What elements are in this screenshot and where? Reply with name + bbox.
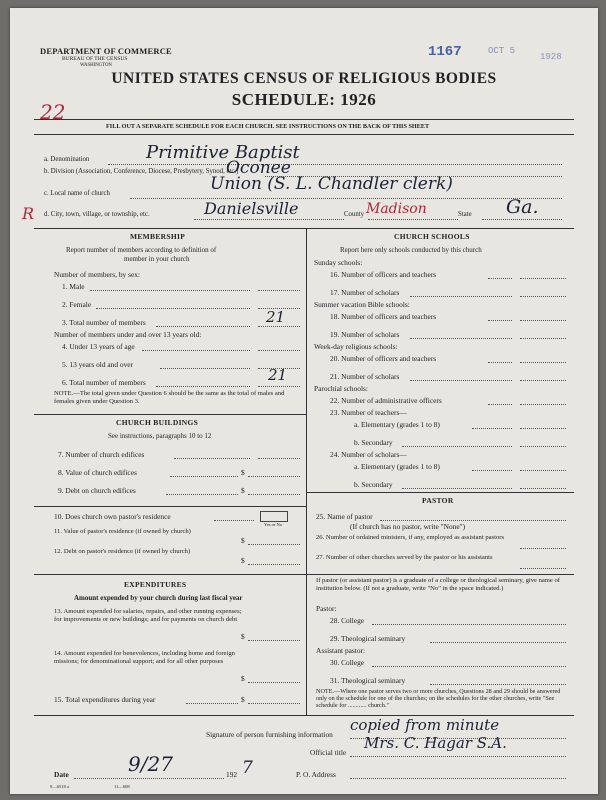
q23-label: 23. Number of teachers—	[330, 408, 407, 417]
q30-label: 30. College	[330, 658, 365, 667]
q27-label: 27. Number of other churches served by the pastor or his assistants	[316, 554, 493, 561]
summer-label: Summer vacation Bible schools:	[314, 300, 410, 309]
q14-dollar: $	[241, 674, 245, 683]
assistant-label: Assistant pastor:	[316, 646, 366, 655]
buildings-sub: See instructions, paragraphs 10 to 12	[108, 432, 212, 440]
q25-note: (If church has no pastor, write "None")	[350, 522, 466, 531]
q10-label: 10. Does church own pastor's residence	[54, 512, 171, 521]
year-value: 7	[242, 758, 253, 778]
bureau-label: BUREAU OF THE CENSUS	[62, 56, 128, 62]
q17-label: 17. Number of scholars	[330, 288, 400, 297]
pastor-sub-label: Pastor:	[316, 604, 337, 613]
date-label: Date	[54, 770, 69, 779]
denomination-value: Primitive Baptist	[146, 142, 300, 163]
q1-label: 1. Male	[62, 282, 85, 291]
schedule-year: SCHEDULE: 1926	[231, 90, 377, 109]
signature-value: copied from minute	[350, 716, 500, 734]
q6-value: 21	[268, 366, 288, 384]
county-label: County	[344, 211, 365, 218]
q19-label: 19. Number of scholars	[330, 330, 400, 339]
form-title: UNITED STATES CENSUS OF RELIGIOUS BODIES	[111, 70, 497, 87]
weekday-label: Week-day religious schools:	[314, 342, 398, 351]
q2-label: 2. Female	[62, 300, 92, 309]
sunday-label: Sunday schools:	[314, 258, 363, 267]
official-title-value: Mrs. C. Hagar S.A.	[364, 734, 507, 752]
expenditures-sub: Amount expended by your church during last fiscal year	[74, 594, 243, 602]
q11-label: 11. Value of pastor's residence (if owned by church)	[54, 528, 191, 535]
church-name-value: Union (S. L. Chandler clerk)	[210, 174, 453, 194]
q14-label: 14. Amount expended for benevolences, including home and foreign missions; for denominational support; and for all other purposes	[54, 650, 235, 665]
city-value: Danielsville	[204, 199, 299, 218]
city-label: WASHINGTON	[80, 63, 112, 68]
q25-label: 25. Name of pastor	[316, 512, 373, 521]
official-title-label: Official title	[310, 748, 347, 757]
q24a-label: a. Elementary (grades 1 to 8)	[354, 462, 440, 471]
q24b-label: b. Secondary	[354, 480, 393, 489]
q20-label: 20. Number of officers and teachers	[330, 354, 437, 363]
q26-label: 26. Number of ordained ministers, if any, employed as assistant pastors	[316, 534, 505, 541]
q23a-label: a. Elementary (grades 1 to 8)	[354, 420, 440, 429]
q21-label: 21. Number of scholars	[330, 372, 400, 381]
label-b: b. Division (Association, Conference, Diocese, Presbytery, Synod, etc.)	[44, 168, 239, 175]
schools-heading: CHURCH SCHOOLS	[394, 232, 470, 241]
q23b-label: b. Secondary	[354, 438, 393, 447]
membership-sub1: Report number of members according to definition of	[66, 246, 217, 254]
stamp-year: 1928	[540, 52, 562, 62]
red-mark: R	[22, 204, 35, 223]
q29-label: 29. Theological seminary	[330, 634, 406, 643]
label-c: c. Local name of church	[44, 190, 110, 197]
label-a: a. Denomination	[44, 156, 90, 163]
graduate-note: If pastor (or assistant pastor) is a graduate of a college or theological seminary, give name of institution below. (If not a graduate, write "No" in the space indicated.)	[316, 577, 561, 592]
q3-label: 3. Total number of members	[62, 318, 146, 327]
label-d: d. City, town, village, or township, etc.	[44, 211, 150, 218]
q12-label: 12. Debt on pastor's residence (if owned by church)	[54, 548, 191, 555]
census-schedule-page	[10, 8, 598, 794]
q5-label: 5. 13 years old and over	[62, 360, 134, 369]
year-prefix: 192	[226, 770, 238, 779]
q18-label: 18. Number of officers and teachers	[330, 312, 437, 321]
division-value: Oconee	[226, 158, 291, 178]
date-value: 9/27	[128, 752, 173, 776]
yes-no-label: Yes or No	[264, 522, 283, 527]
stamp-number: 1167	[428, 44, 462, 60]
signature-label: Signature of person furnishing information	[206, 730, 333, 739]
po-address-label: P. O. Address	[296, 770, 336, 779]
buildings-heading: CHURCH BUILDINGS	[116, 418, 199, 427]
q16-label: 16. Number of officers and teachers	[330, 270, 437, 279]
q13-label: 13. Amount expended for salaries, repairs, and other running expenses; for improvements or new buildings; and for payments on church debt	[54, 608, 242, 623]
form-number-2: 11—608	[114, 784, 130, 789]
q6-label: 6. Total number of members	[62, 378, 146, 387]
county-value: Madison	[366, 201, 427, 217]
stamp-date: OCT 5	[488, 46, 516, 56]
q15-label: 15. Total expenditures during year	[54, 695, 156, 704]
expenditures-heading: EXPENDITURES	[124, 580, 187, 589]
instruction-line: FILL OUT A SEPARATE SCHEDULE FOR EACH CHURCH. SEE INSTRUCTIONS ON THE BACK OF THIS SHEET	[106, 123, 430, 130]
q3-value: 21	[266, 308, 286, 326]
q11-dollar: $	[241, 536, 245, 545]
q31-label: 31. Theological seminary	[330, 676, 406, 685]
state-label: State	[458, 211, 472, 218]
form-number: 9—6518 a	[50, 784, 69, 789]
q24-label: 24. Number of scholars—	[330, 450, 407, 459]
membership-note: NOTE.—The total given under Question 6 should be the same as the total of males and females given under Question 3.	[54, 390, 285, 405]
pastor-heading: PASTOR	[422, 496, 454, 505]
q10-answer-box[interactable]	[260, 511, 288, 522]
department-label: DEPARTMENT OF COMMERCE	[40, 46, 172, 56]
pastor-final-note: NOTE.—Where one pastor serves two or more churches, Questions 28 and 29 should be answered only on the schedule for one of the churches; on the schedules for the other churches, write "See schedule for ............ church."	[316, 688, 561, 710]
schools-sub: Report here only schools conducted by this church	[340, 246, 482, 254]
q8-label: 8. Value of church edifices	[58, 468, 137, 477]
q8-dollar: $	[241, 468, 245, 477]
q7-label: 7. Number of church edifices	[58, 450, 145, 459]
q22-label: 22. Number of administrative officers	[330, 396, 442, 405]
by-sex-label: Number of members, by sex:	[54, 270, 140, 279]
q13-dollar: $	[241, 632, 245, 641]
state-value: Ga.	[506, 196, 539, 218]
age-intro: Number of members under and over 13 years old:	[54, 330, 202, 339]
q9-dollar: $	[241, 486, 245, 495]
red-number: 22	[40, 100, 66, 124]
parochial-label: Parochial schools:	[314, 384, 368, 393]
q9-label: 9. Debt on church edifices	[58, 486, 136, 495]
q28-label: 28. College	[330, 616, 365, 625]
membership-heading: MEMBERSHIP	[130, 232, 186, 241]
q12-dollar: $	[241, 556, 245, 565]
q4-label: 4. Under 13 years of age	[62, 342, 135, 351]
membership-sub2: member in your church	[124, 255, 190, 263]
q15-dollar: $	[241, 695, 245, 704]
